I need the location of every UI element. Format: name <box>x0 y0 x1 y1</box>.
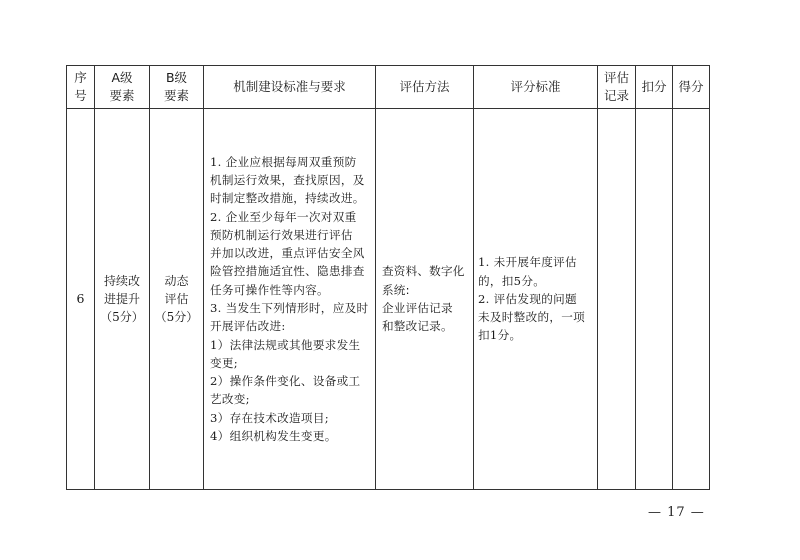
cell-index: 6 <box>67 109 95 490</box>
cell-criteria <box>474 109 598 490</box>
cell-method <box>376 109 474 490</box>
evaluation-table <box>66 65 710 490</box>
cell-score[interactable] <box>673 109 710 490</box>
header-a-element: A级 要素 <box>95 66 150 109</box>
header-index: 序 号 <box>67 66 95 109</box>
header-requirements: 机制建设标准与要求 <box>204 66 376 109</box>
cell-requirements <box>204 109 376 490</box>
header-score: 得分 <box>673 66 710 109</box>
cell-a-element: 持续改 进提升 （5分） <box>95 109 150 490</box>
cell-b-element: 动态 评估 （5分） <box>150 109 204 490</box>
header-criteria: 评分标准 <box>474 66 598 109</box>
table-header-row <box>67 66 710 109</box>
cell-record[interactable] <box>598 109 636 490</box>
header-b-element: B级 要素 <box>150 66 204 109</box>
header-method: 评估方法 <box>376 66 474 109</box>
header-record: 评估 记录 <box>598 66 636 109</box>
header-deduction: 扣分 <box>636 66 673 109</box>
cell-deduction[interactable] <box>636 109 673 490</box>
table-row <box>67 109 710 490</box>
page-number: — 17 — <box>648 505 705 520</box>
criteria-text: 1. 未开展年度评估 的，扣5分。 2. 评估发现的问题 未及时整改的，一项 扣1分。 <box>478 255 586 343</box>
method-text: 查资料、数字化 系统: 企业评估记录 和整改记录。 <box>382 264 465 334</box>
requirements-text: 1. 企业应根据每周双重预防 机制运行效果，查找原因，及 时制定整改措施，持续改进。 2. 企业至少每年一次对双重 预防机制运行效果进行评估 并加以改进，重点评估安全风 险管控措施适宜性、隐患排查 任务可操作性等内容。 3. 当发生下列情形时，应及时 开展评估改进: 1）法律法规或其他要求发生 变更; 2）操作条件变化、设备或工 艺改变; 3）存在技术改造项目; 4）组织机构发生变更。 <box>210 154 369 444</box>
